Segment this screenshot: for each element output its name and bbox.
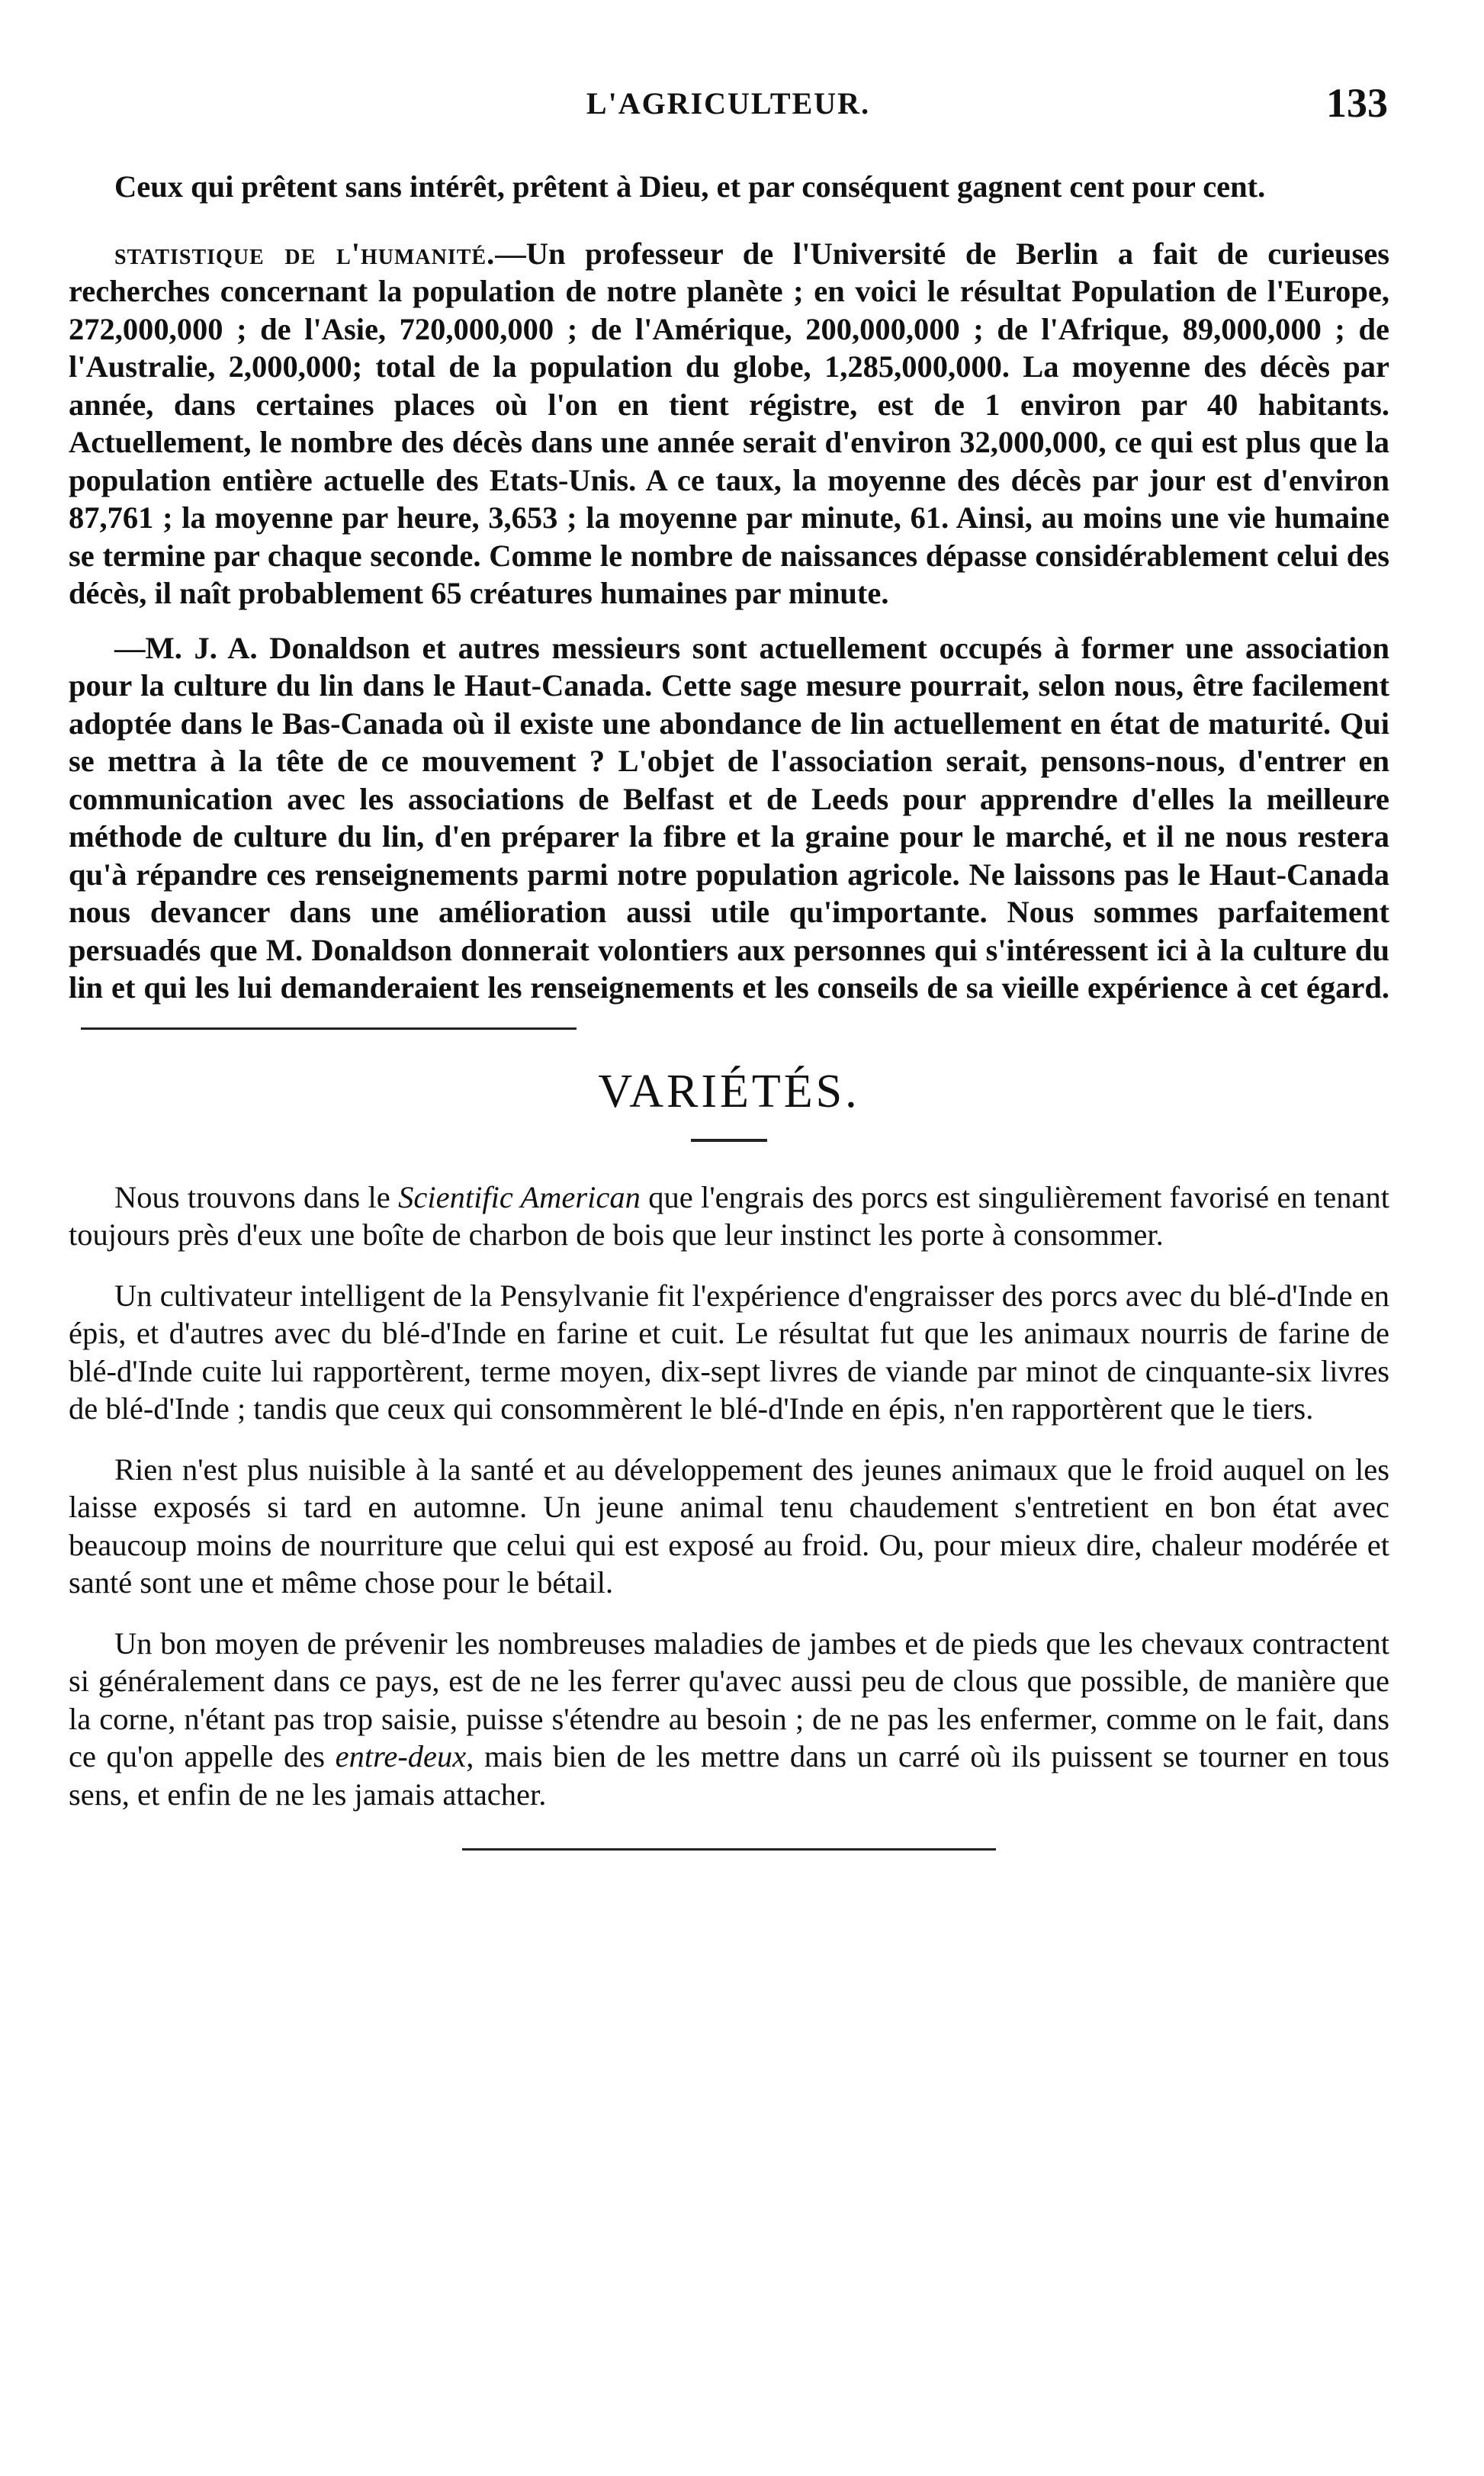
- section-title: VARIÉTÉS.: [598, 1066, 860, 1117]
- scientific-american-title: Scientific American: [398, 1179, 641, 1214]
- paragraph-pig-charcoal: [69, 1179, 1389, 1254]
- pig-text-a: Nous trouvons dans le: [114, 1179, 399, 1214]
- paragraph-statistics: [69, 235, 1389, 613]
- page-header: [69, 80, 1388, 146]
- entre-deux-term: entre-deux: [335, 1739, 467, 1773]
- paragraph-horses: [69, 1625, 1389, 1814]
- horses-text-a: Un bon moyen de prévenir les nombreuses maladies de jambes et de pieds que les chevaux contractent si généralement dans ce pays, est de ne les ferrer qu'avec aussi peu de clous que possible, de manière que la corne, n'étant pas trop saisie, puisse s'étendre au besoin ; de ne pas les enfermer, comme on le fait, dans ce qu'on appelle des: [69, 1625, 1389, 1773]
- pig-text-b: que l'engrais des porcs est singulièrement favorisé en tenant toujours près d'eux une boîte de charbon de bois que leur instinct les porte à consommer.: [69, 1179, 1389, 1252]
- title-rule: [691, 1139, 767, 1142]
- running-title: L'AGRICULTEUR.: [586, 86, 871, 121]
- paragraph-corn-experiment: Un cultivateur intelligent de la Pensylvanie fit l'expérience d'engraisser des porcs avec du blé-d'Inde en épis, et d'autres avec du blé-d'Inde en farine et cuit. Le résultat fut que les animaux nourris de farine de blé-d'Inde cuite lui rapportèrent, terme moyen, dix-sept livres de viande par minot de cinquante-six livres de blé-d'Inde ; tandis que ceux qui consommèrent le blé-d'Inde en épis, n'en rapportèrent que le tiers.: [69, 1278, 1389, 1426]
- article-body: [69, 168, 1389, 1851]
- statistics-text: —Un professeur de l'Université de Berlin a fait de curieuses recherches concernant la population de notre planète ; en voici le résultat Population de l'Europe, 272,000,000 ; de l'Asie, 720,000,000 ; de l'Amérique, 200,000,000 ; de l'Afrique, 89,000,000 ; de l'Australie, 2,000,000; total de la population du globe, 1,285,000,000. La moyenne des décès par année, dans certaines places où l'on en tient régistre, est de 1 environ par 40 habitants. Actuellement, le nombre des décès dans une année serait d'environ 32,000,000, ce qui est plus que la population entière actuelle des Etats-Unis. A ce taux, la moyenne des décès par jour est d'environ 87,761 ; la moyenne par heure, 3,653 ; la moyenne par minute, 61. Ainsi, au moins une vie humaine se termine par chaque seconde. Comme le nombre de naissances dépasse considérablement celui des décès, il naît probablement 65 créatures humaines par minute.: [69, 236, 1390, 610]
- statistics-heading: statistique de l'humanité.: [114, 236, 496, 271]
- end-rule: [462, 1848, 996, 1851]
- paragraph-proverb: Ceux qui prêtent sans intérêt, prêtent à Dieu, et par conséquent gagnent cent pour cent.: [114, 169, 1266, 204]
- separator-rule: [81, 1027, 577, 1030]
- horses-text-b: , mais bien de les mettre dans un carré où ils puissent se tourner en tous sens, et enfin de ne les jamais attacher.: [69, 1739, 1389, 1812]
- paragraph-young-animals: Rien n'est plus nuisible à la santé et au développement des jeunes animaux que le froid auquel on les laisse exposés si tard en automne. Un jeune animal tenu chaudement s'entretient en bon état avec beaucoup moins de nourriture que celui qui est exposé au froid. Ou, pour mieux dire, chaleur modérée et santé sont une et même chose pour le bétail.: [69, 1452, 1389, 1600]
- page-number: 133: [1326, 80, 1388, 126]
- paragraph-flax-association: [69, 629, 1389, 1045]
- flax-text: —M. J. A. Donaldson et autres messieurs sont actuellement occupés à former une association pour la culture du lin dans le Haut-Canada. Cette sage mesure pourrait, selon nous, être facilement adoptée dans le Bas-Canada où il existe une abondance de lin actuellement en état de maturité. Qui se mettra à la tête de ce mouvement ? L'objet de l'association serait, pensons-nous, d'entrer en communication avec les associations de Belfast et de Leeds pour apprendre d'elles la meilleure méthode de culture du lin, d'en préparer la fibre et la graine pour le marché, et il ne nous restera qu'à répandre ces renseignements parmi notre population agricole. Ne laissons pas le Haut-Canada nous devancer dans une amélioration aussi utile qu'importante. Nous sommes parfaitement persuadés que M. Donaldson donnerait volontiers aux personnes qui s'intéressent ici à la culture du lin et qui les lui demanderaient les renseignements et les conseils de sa vieille expérience à cet égard.: [69, 630, 1389, 1005]
